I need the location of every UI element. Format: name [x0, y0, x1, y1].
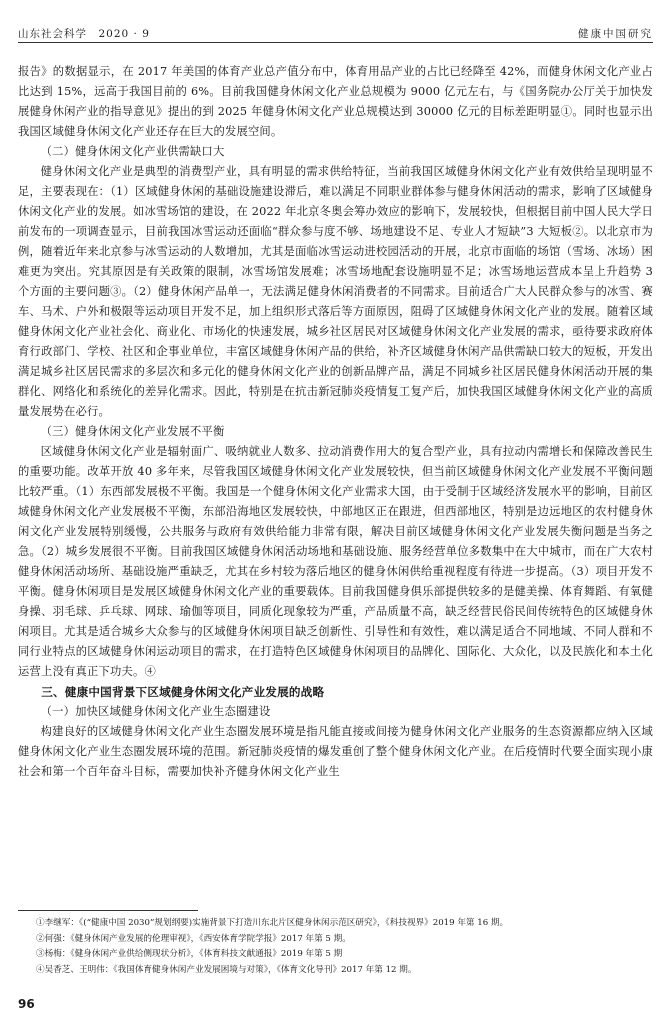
- body-paragraph: 健身休闲文化产业是典型的消费型产业，具有明显的需求供给特征，当前我国区域健身休闲文化产业有效供给呈现明显不足，主要表现在：（1）区域健身休闲的基础设施建设滞后，难以满足不同职业群体参与健身休闲活动的需求，影响了区域健身休闲文化产业的发展。如冰雪场馆的建设，在 2022 年北京冬奥会筹办效应的影响下，发展较快，但根据目前中国人民大学日前发布的一项调查显示，目前我国冰雪运动还面临“群众参与度不够、场地建设不足、专业人才短缺”3 大短板②。以北京市为例，随着近年来北京参与冰雪运动的人数增加，尤其是面临冰雪运动进校园活动的开展，北京市面临的场馆（雪场、冰场）困难更为突出。究其原因是有关政策的限制，冰雪场馆发展难；冰雪场地配套设施明显不足；冰雪场地运营成本呈上升趋势 3 个方面的主要问题③。（2）健身休闲产品单一，无法满足健身休闲消费者的不同需求。目前适合广大人民群众参与的冰雪、赛车、马术、户外和极限等运动项目开发不足，加上组织形式落后等方面原因，阻碍了区域健身休闲文化产业的发展。随着区域健身休闲文化产业社会化、商业化、市场化的快速发展，城乡社区居民对区域健身休闲文化产业发展的需求，亟待要求政府体育行政部门、学校、社区和企事业单位，丰富区域健身休闲产品的供给，补齐区域健身休闲产品供需缺口较大的短板，开发出满足城乡社区居民需求的多层次和多元化的健身休闲文化产业的创新品牌产品，满足不同城乡社区居民健身休闲活动开展的集群化、网络化和系统化的差异化需求。因此，特别是在抗击新冠肺炎疫情复工复产后，加快我国区域健身休闲文化产业的高质量发展势在必行。: [18, 165, 653, 418]
- footnote-item: ③杨梅：《健身休闲产业供给侧现状分析》，《体育科技文献通报》2019 年第 5 期: [36, 949, 343, 959]
- section-title: 健康中国研究: [578, 28, 653, 40]
- article-body: [18, 62, 653, 782]
- subsection-heading: （二）健身休闲文化产业供需缺口大: [40, 145, 225, 158]
- footnote-divider: [18, 910, 198, 911]
- running-head: [18, 26, 653, 43]
- subsection-heading: （一）加快区域健身休闲文化产业生态圈建设: [40, 705, 271, 718]
- subsection-heading: （三）健身休闲文化产业发展不平衡: [40, 425, 225, 438]
- body-paragraph: 报告》的数据显示，在 2017 年美国的体育产业总产值分布中，体育用品产业的占比已经降至 42%，而健身休闲文化产业占比达到 15%，远高于我国目前的 6%。目前我国健身休闲文化产业总规模为 9000 亿元左右，与《国务院办公厅关于加快发展健身休闲产业的指导意见》提出的到 2025 年健身休闲文化产业总规模达到 30000 亿元的目标差距明显①。同时也显示出我国区域健身休闲文化产业还存在巨大的发展空间。: [18, 65, 653, 138]
- page-number: 96: [18, 997, 35, 1011]
- journal-title: 山东社会科学 2020 · 9: [18, 28, 150, 40]
- footnote-item: ①李继军：《(“健康中国 2030”规划纲要)实施背景下打造川东北片区健身休闲示范区研究》，《科技视界》2019 年第 16 期。: [36, 918, 509, 928]
- body-paragraph: 构建良好的区域健身休闲文化产业生态圈发展环境是指凡能直接或间接为健身休闲文化产业服务的生态资源都应纳入区域健身休闲文化产业生态圈发展环境的范围。新冠肺炎疫情的爆发重创了整个健身休闲文化产业。在后疫情时代要全面实现小康社会和第一个百年奋斗目标，需要加快补齐健身休闲文化产业生: [18, 725, 653, 778]
- section-heading: 三、健康中国背景下区域健身休闲文化产业发展的战略: [41, 685, 325, 699]
- body-paragraph: 区域健身休闲文化产业是辐射面广、吸纳就业人数多、拉动消费作用大的复合型产业，具有拉动内需增长和保障改善民生的重要功能。改革开放 40 多年来，尽管我国区域健身休闲文化产业发展较快，但当前区域健身休闲文化产业发展不平衡问题比较严重。（1）东西部发展极不平衡。我国是一个健身休闲文化产业需求大国，由于受制于区域经济发展水平的影响，目前区域健身休闲文化产业发展极不平衡，东部沿海地区发展较快，中部地区正在跟进，但西部地区，特别是边远地区的农村健身休闲文化产业发展特别缓慢，公共服务与政府有效供给能力非常有限，解决目前区域健身休闲文化产业发展失衡问题是当务之急。（2）城乡发展很不平衡。目前我国区域健身休闲活动场地和基础设施、服务经营单位多数集中在大中城市，而在广大农村健身休闲活动场所、基础设施严重缺乏，尤其在乡村较为落后地区的健身休闲供给重视程度有待进一步提高。（3）项目开发不平衡。健身休闲项目是发展区域健身休闲文化产业的重要载体。目前我国健身俱乐部提供较多的是健美操、体育舞蹈、有氧健身操、羽毛球、乒乓球、网球、瑜伽等项目，同质化现象较为严重，产品质量不高，缺乏经营民俗民间传统特色的区域健身休闲项目。尤其是适合城乡大众参与的区域健身休闲项目缺乏创新性、引导性和有效性，难以满足适合不同地域、不同人群和不同行业特点的区域健身休闲运动项目的需求，在打造特色区域健身休闲项目的品牌化、国际化、大众化，以及民族化和本土化运营上没有真正下功夫。④: [18, 445, 653, 678]
- footnote-item: ④吴香芝、王明伟：《我国体育健身休闲产业发展困境与对策》，《体育文化导刊》2017 年第 12 期。: [36, 964, 417, 975]
- footnotes: [18, 916, 653, 978]
- footnote-item: ②何强：《健身休闲产业发展的伦理审视》，《西安体育学院学报》2017 年第 5 期。: [36, 933, 351, 944]
